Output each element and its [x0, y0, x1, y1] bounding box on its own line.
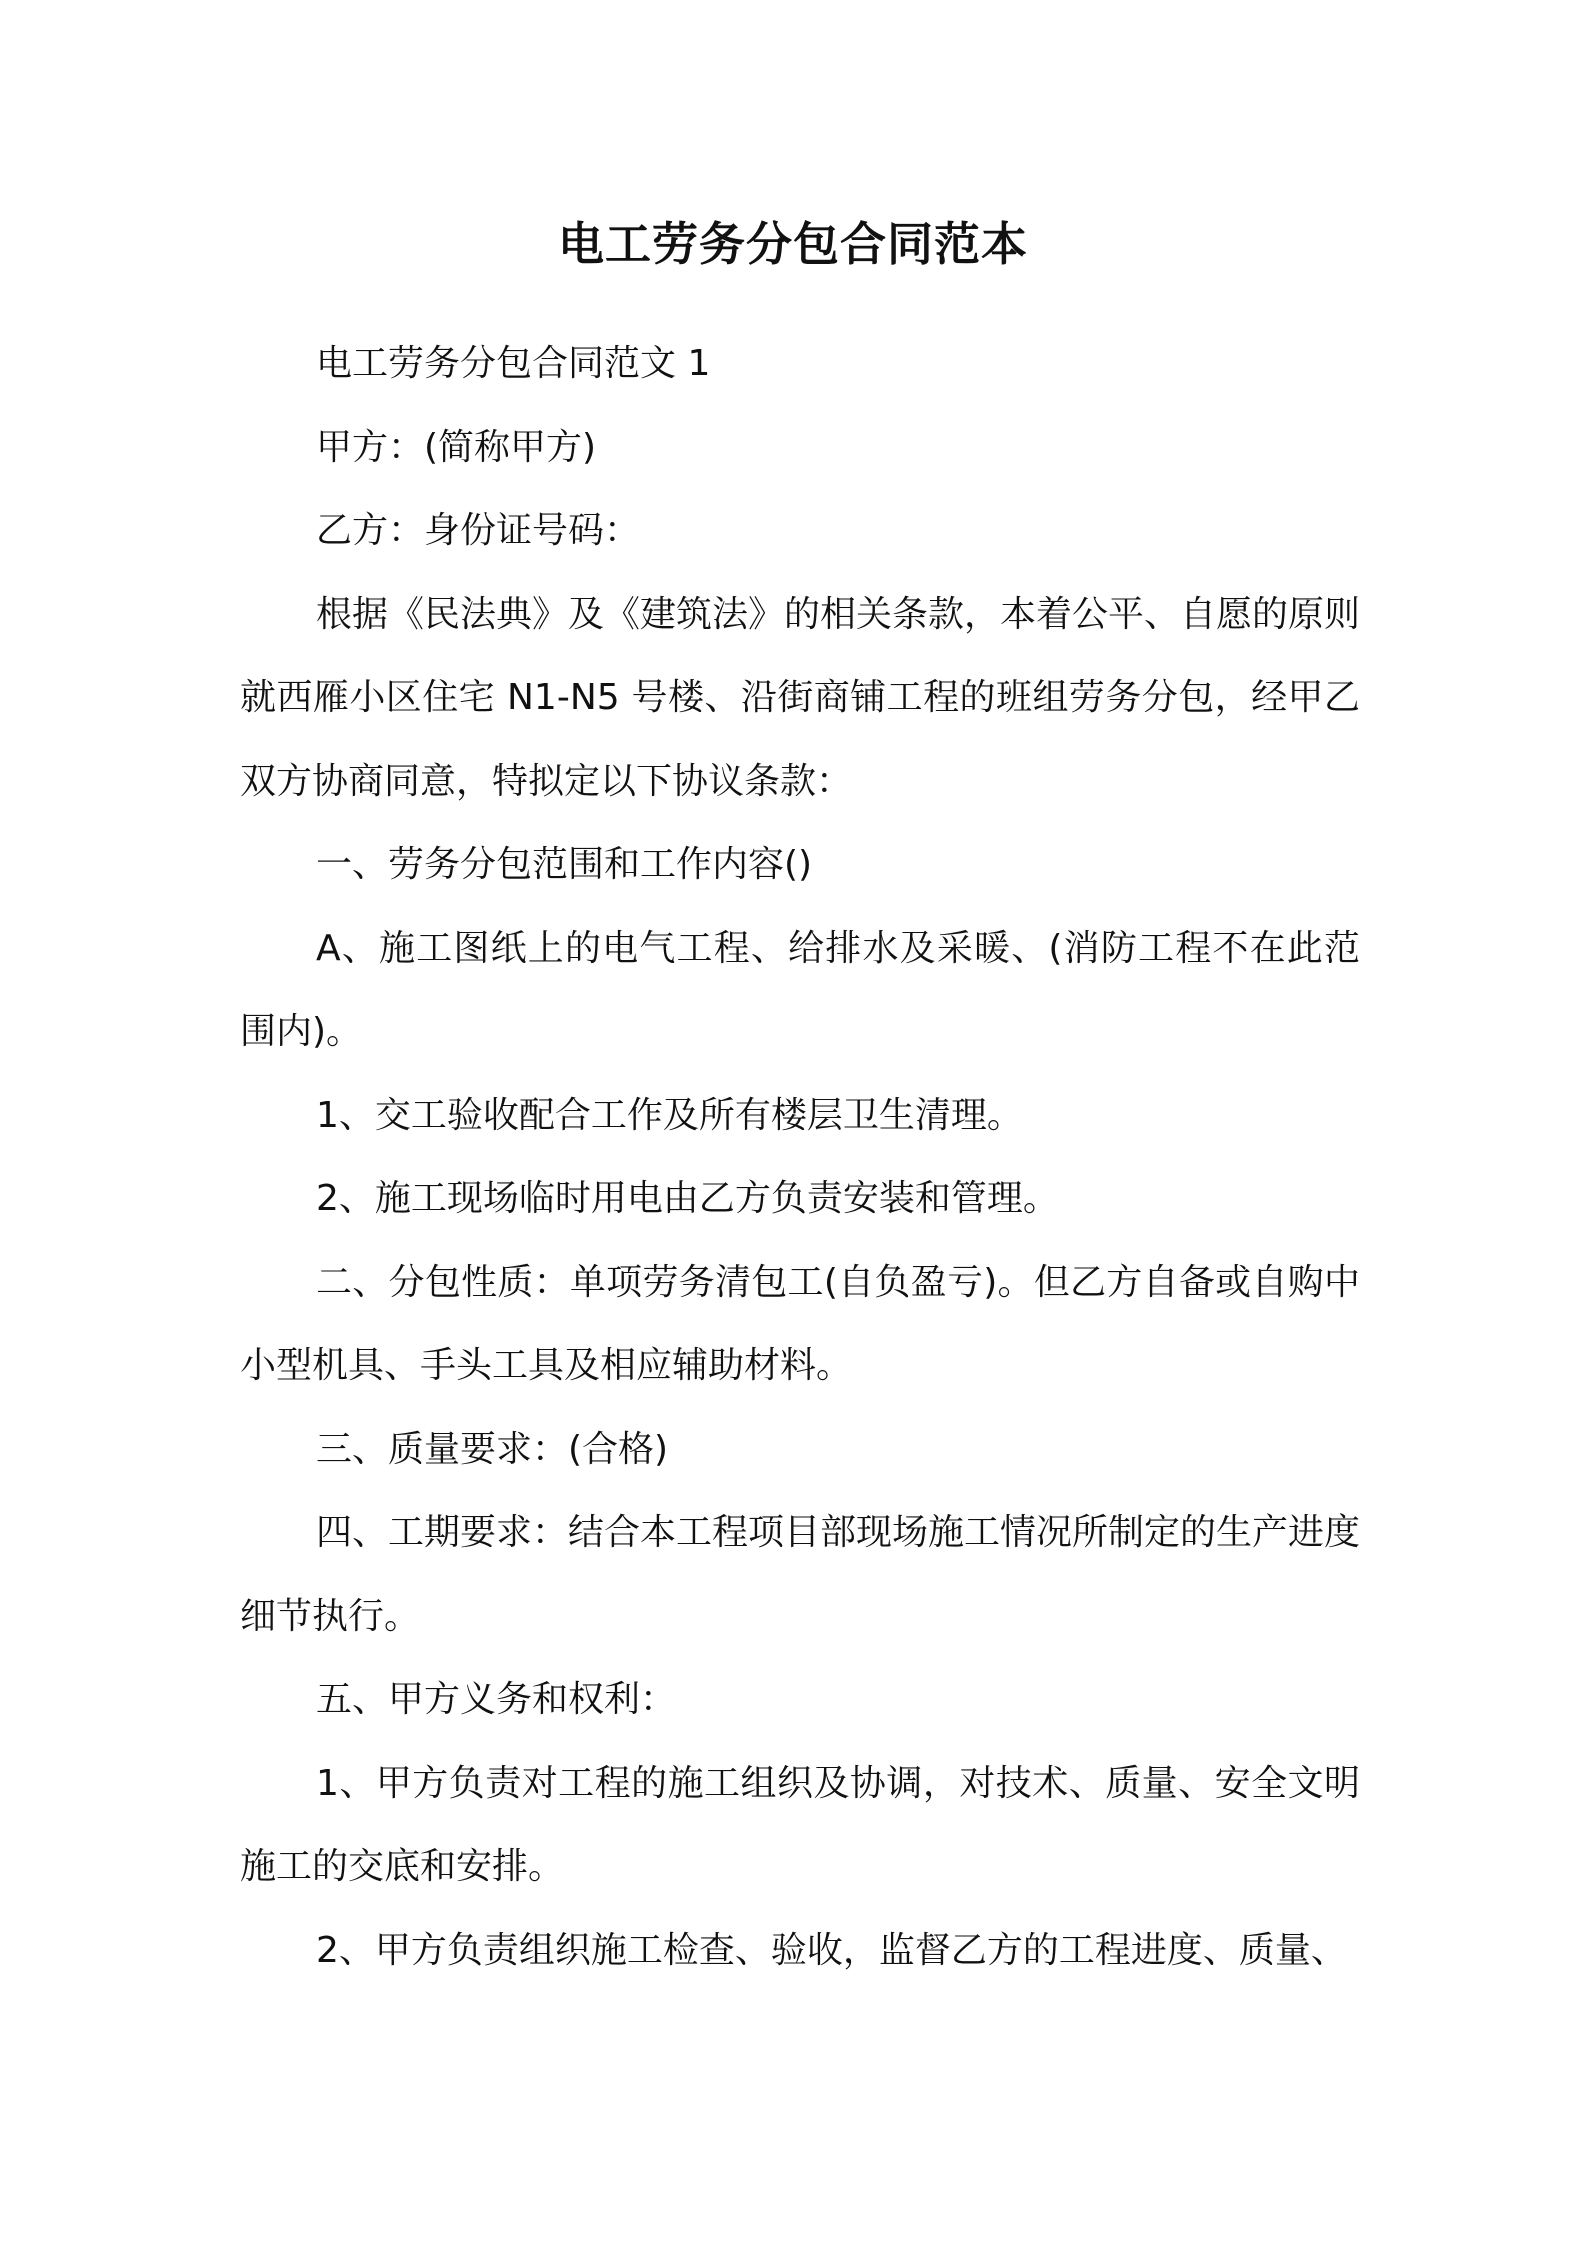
paragraph-party-b: 乙方：身份证号码： [316, 510, 641, 551]
paragraph-section-5-item-2: 2、甲方负责组织施工检查、验收，监督乙方的工程进度、质量、 [316, 1929, 1347, 1971]
paragraph-section-1-item-2: 2、施工现场临时用电由乙方负责安装和管理。 [316, 1178, 1059, 1219]
paragraph-section-5-item-1: 1、甲方负责对工程的施工组织及协调，对技术、质量、安全文明施工的交底和安排。 [240, 1762, 1360, 1887]
paragraph-section-5-heading: 五、甲方义务和权利： [316, 1679, 677, 1720]
paragraph-section-1-heading: 一、劳务分包范围和工作内容() [316, 844, 813, 885]
paragraph-section-4: 四、工期要求：结合本工程项目部现场施工情况所制定的生产进度细节执行。 [240, 1512, 1361, 1637]
paragraph-section-1-item-1: 1、交工验收配合工作及所有楼层卫生清理。 [316, 1094, 1023, 1136]
paragraph-preamble: 根据《民法典》及《建筑法》的相关条款，本着公平、自愿的原则就西雁小区住宅 N1-N5 号楼、沿街商铺工程的班组劳务分包，经甲乙双方协商同意，特拟定以下协议条款： [240, 593, 1361, 802]
document-title: 电工劳务分包合同范本 [558, 217, 1028, 271]
paragraph-section-2: 二、分包性质：单项劳务清包工(自负盈亏)。但乙方自备或自购中小型机具、手头工具及相应辅助材料。 [240, 1261, 1360, 1386]
paragraph-section-1-a: A、施工图纸上的电气工程、给排水及采暖、(消防工程不在此范围内)。 [240, 927, 1360, 1052]
paragraph-section-3: 三、质量要求：(合格) [316, 1428, 669, 1470]
paragraph-party-a: 甲方：(简称甲方) [316, 426, 597, 468]
document-body [240, 322, 1360, 1992]
paragraph-contract-sample-heading: 电工劳务分包合同范文 1 [316, 343, 711, 384]
